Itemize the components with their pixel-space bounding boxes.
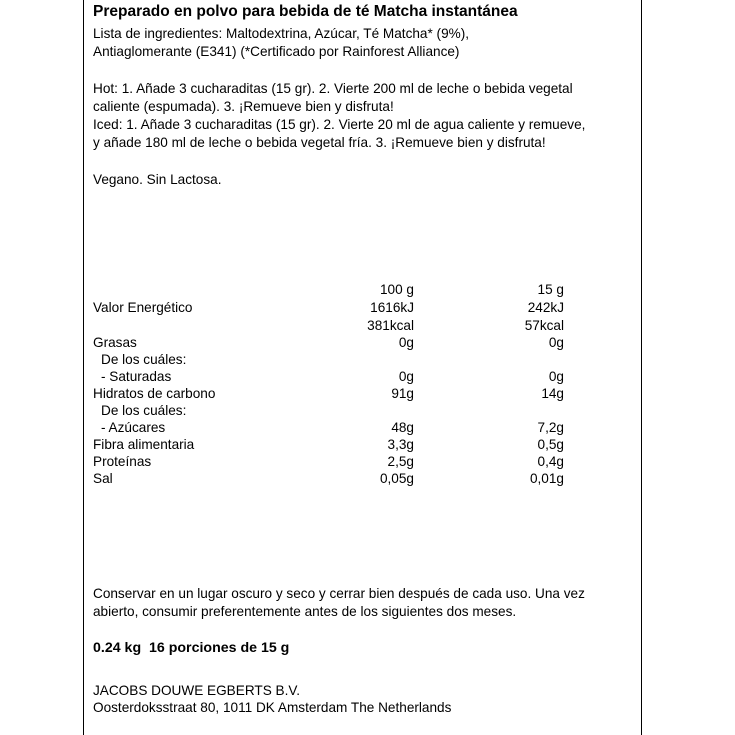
nutrition-value-15g: 0g bbox=[548, 335, 564, 350]
nutrition-label: Proteínas bbox=[93, 454, 152, 469]
nutrition-value-15g: 14g bbox=[541, 386, 564, 401]
nutrition-value-100g: 1616kJ bbox=[370, 300, 414, 315]
nutrition-value-15g: 0,01g bbox=[529, 471, 564, 486]
nutrition-label: Sal bbox=[93, 471, 113, 486]
net-quantity: 0.24 kg 16 porciones de 15 g bbox=[93, 640, 290, 656]
instructions-line-4: y añade 180 ml de leche o bebida vegetal fría. 3. ¡Remueve bien y disfruta! bbox=[93, 135, 546, 150]
nutrition-label: Valor Energético bbox=[93, 300, 193, 315]
nutrition-label: De los cuáles: bbox=[101, 352, 187, 367]
nutrition-value-100g: 3,3g bbox=[387, 437, 414, 452]
company-address: Oosterdoksstraat 80, 1011 DK Amsterdam The Netherlands bbox=[93, 700, 452, 715]
column-header-15g: 15 g bbox=[537, 282, 564, 297]
instructions-line-1: Hot: 1. Añade 3 cucharaditas (15 gr). 2. Vierte 200 ml de leche o bebida vegetal bbox=[93, 81, 573, 96]
storage-line-2: abierto, consumir preferentemente antes de los siguientes dos meses. bbox=[93, 604, 517, 619]
nutrition-value-100g: 91g bbox=[391, 386, 414, 401]
nutrition-value-100g: 381kcal bbox=[367, 318, 414, 333]
nutrition-value-100g: 2,5g bbox=[387, 454, 414, 469]
column-header-100g: 100 g bbox=[379, 282, 414, 297]
ingredients-line-2: Antiaglomerante (E341) (*Certificado por Rainforest Alliance) bbox=[93, 44, 460, 59]
instructions-line-3: Iced: 1. Añade 3 cucharaditas (15 gr). 2. Vierte 20 ml de agua caliente y remueve, bbox=[93, 117, 586, 132]
storage-line-1: Conservar en un lugar oscuro y seco y cerrar bien después de cada uso. Una vez bbox=[93, 586, 585, 601]
nutrition-value-15g: 0,4g bbox=[537, 454, 564, 469]
nutrition-label: De los cuáles: bbox=[101, 403, 187, 418]
product-label bbox=[83, 0, 642, 735]
nutrition-label: - Saturadas bbox=[101, 369, 172, 384]
product-title: Preparado en polvo para bebida de té Matcha instantánea bbox=[93, 3, 518, 20]
nutrition-value-15g: 57kcal bbox=[524, 318, 564, 333]
nutrition-value-15g: 242kJ bbox=[527, 300, 564, 315]
nutrition-value-100g: 0g bbox=[398, 369, 414, 384]
nutrition-value-15g: 0g bbox=[548, 369, 564, 384]
instructions-line-2: caliente (espumada). 3. ¡Remueve bien y disfruta! bbox=[93, 99, 394, 114]
nutrition-value-100g: 0,05g bbox=[379, 471, 414, 486]
nutrition-label: Fibra alimentaria bbox=[93, 437, 195, 452]
nutrition-label: Grasas bbox=[93, 335, 137, 350]
company-name: JACOBS DOUWE EGBERTS B.V. bbox=[93, 683, 300, 698]
nutrition-value-100g: 0g bbox=[398, 335, 414, 350]
nutrition-label: Hidratos de carbono bbox=[93, 386, 216, 401]
nutrition-value-15g: 0,5g bbox=[537, 437, 564, 452]
nutrition-value-100g: 48g bbox=[391, 420, 414, 435]
dietary-claims: Vegano. Sin Lactosa. bbox=[93, 172, 222, 187]
ingredients-line-1: Lista de ingredientes: Maltodextrina, Azúcar, Té Matcha* (9%), bbox=[93, 26, 470, 41]
nutrition-label: - Azúcares bbox=[101, 420, 166, 435]
nutrition-value-15g: 7,2g bbox=[537, 420, 564, 435]
